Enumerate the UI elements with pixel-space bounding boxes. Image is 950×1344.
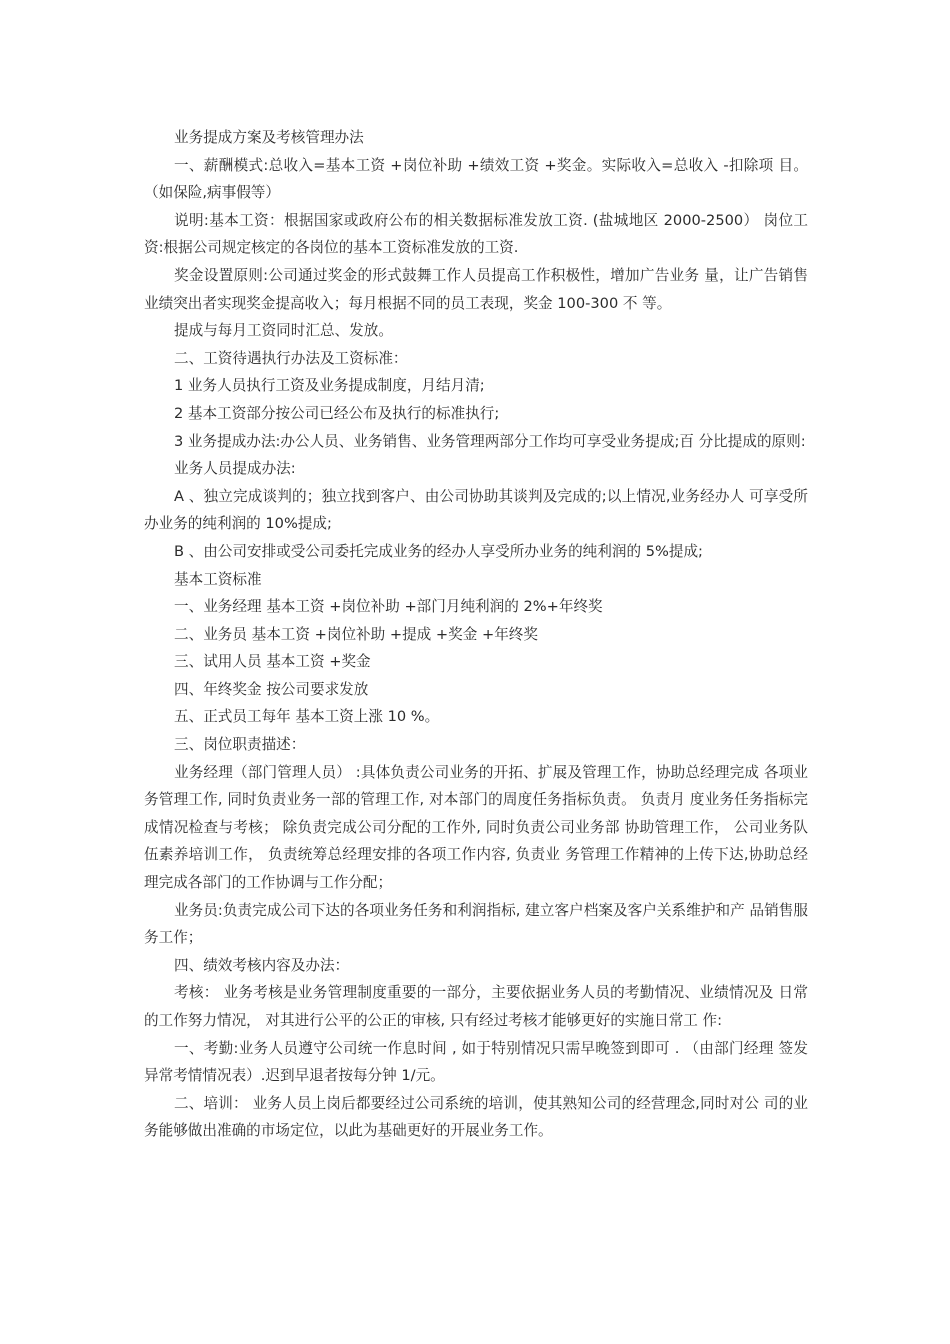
section-heading-2: 二、工资待遇执行办法及工资标准： <box>174 349 408 367</box>
subheading-base-salary: 基本工资标准 <box>174 570 262 588</box>
document-body <box>144 124 808 1145</box>
list-item-1: 1 业务人员执行工资及业务提成制度，月结月清; <box>174 377 485 395</box>
salary-item-2: 二、业务员 基本工资 +岗位补助 +提成 +奖金 +年终奖 <box>174 625 538 643</box>
paragraph-training: 二、培训： 业务人员上岗后都要经过公司系统的培训，使其熟知公司的经营理念,同时对公 司的业务能够做出准确的市场定位，以此为基础更好的开展业务工作。 <box>144 1094 808 1140</box>
paragraph-manager-duties: 业务经理（部门管理人员） :具体负责公司业务的开拓、扩展及管理工作，协助总经理完成 各项业务管理工作, 同时负责业务一部的管理工作, 对本部门的周度任务指标负责。 负责月 度业务任务指标完成情况检查与考核； 除负责完成公司分配的工作外, 同时负责公司业务部 协助管理工作， 公司业务队伍素养培训工作， 负责统筹总经理安排的各项工作内容, 负责业 务管理工作精神的上传下达,协助总经理完成各部门的工作协调与工作分配； <box>144 763 808 892</box>
subheading-commission-method: 业务人员提成办法: <box>174 460 296 478</box>
paragraph-salesperson-duties: 业务员:负责完成公司下达的各项业务任务和利润指标, 建立客户档案及客户关系维护和产 品销售服务工作； <box>144 901 808 947</box>
salary-item-1: 一、业务经理 基本工资 +岗位补助 +部门月纯利润的 2%+年终奖 <box>174 598 603 616</box>
paragraph-salary-explanation: 说明:基本工资：根据国家或政府公布的相关数据标准发放工资. (盐城地区 2000-2500） 岗位工资:根据公司规定核定的各岗位的基本工资标准发放的工资. <box>144 211 808 257</box>
commission-item-b: B 、由公司安排或受公司委托完成业务的经办人享受所办业务的纯利润的 5%提成; <box>174 542 703 560</box>
paragraph-assessment: 考核： 业务考核是业务管理制度重要的一部分，主要依据业务人员的考勤情况、业绩情况及 日常的工作努力情况， 对其进行公平的公正的审核, 只有经过考核才能够更好的实施日常工 作: <box>144 984 808 1029</box>
salary-item-5: 五、正式员工每年 基本工资上涨 10 %。 <box>174 708 440 726</box>
section-heading-3: 三、岗位职责描述： <box>174 736 306 754</box>
commission-item-a: A 、独立完成谈判的；独立找到客户、由公司协助其谈判及完成的;以上情况,业务经办人 可享受所办业务的纯利润的 10%提成; <box>144 487 808 533</box>
salary-item-3: 三、试用人员 基本工资 +奖金 <box>174 653 371 671</box>
list-item-2: 2 基本工资部分按公司已经公布及执行的标准执行; <box>174 404 500 422</box>
section-heading-4: 四、绩效考核内容及办法： <box>174 956 350 974</box>
salary-item-4: 四、年终奖金 按公司要求发放 <box>174 680 369 698</box>
paragraph-salary-model: 一、薪酬模式:总收入=基本工资 +岗位补助 +绩效工资 +奖金。实际收入=总收入 -扣除项 目。（如保险,病事假等） <box>144 156 808 202</box>
list-item-3: 3 业务提成办法:办公人员、业务销售、业务管理两部分工作均可享受业务提成;百 分比提成的原则: <box>174 432 806 450</box>
paragraph-bonus-principle: 奖金设置原则:公司通过奖金的形式鼓舞工作人员提高工作积极性，增加广告业务 量，让广告销售业绩突出者实现奖金提高收入；每月根据不同的员工表现，奖金 100-300 不 等。 <box>144 266 808 312</box>
paragraph-payment: 提成与每月工资同时汇总、发放。 <box>174 322 393 340</box>
paragraph-attendance: 一、考勤:业务人员遵守公司统一作息时间 , 如于特别情况只需早晚签到即可 . （由部门经理 签发异常考情情况表）.迟到早退者按每分钟 1/元。 <box>144 1039 808 1085</box>
document-title: 业务提成方案及考核管理办法 <box>174 129 364 146</box>
